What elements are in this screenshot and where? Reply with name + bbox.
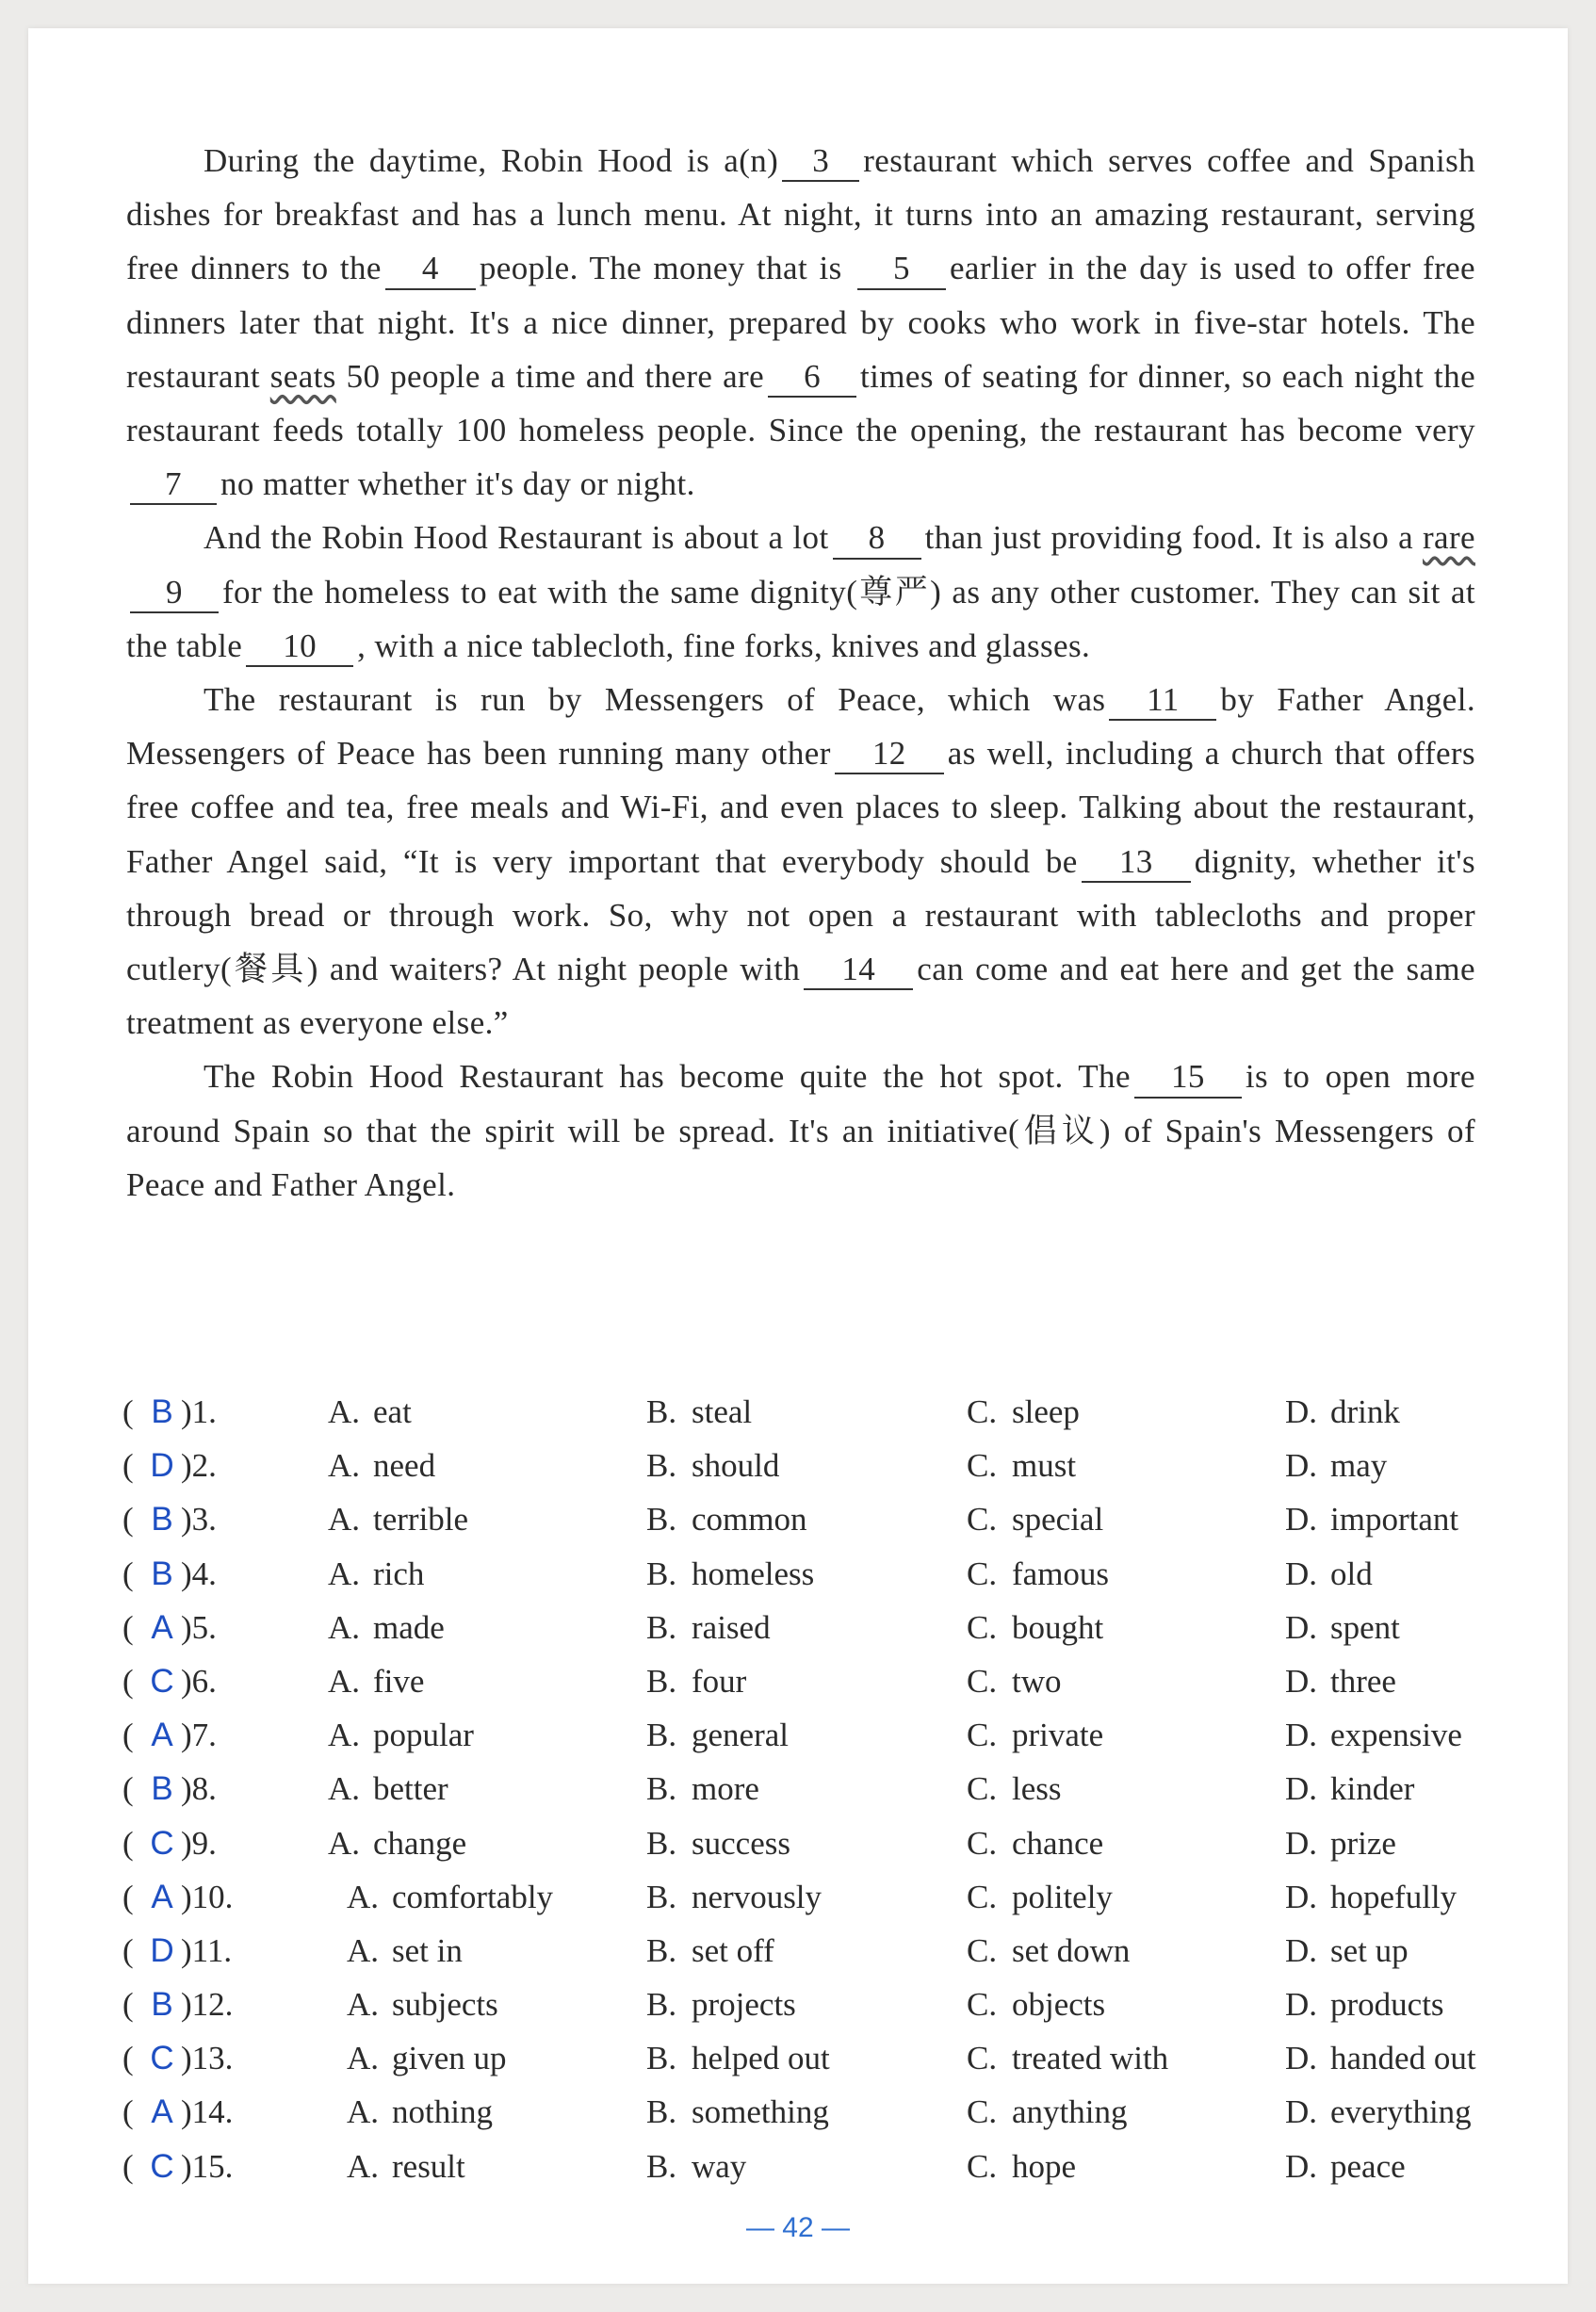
- option-letter: B.: [646, 1393, 677, 1430]
- option-letter: A.: [347, 2040, 380, 2077]
- option-a: [328, 1492, 468, 1546]
- blank-15: 15: [1134, 1058, 1242, 1098]
- option-d: [1285, 1978, 1444, 2031]
- option-letter: C.: [967, 1608, 998, 1646]
- option-text: way: [692, 2147, 747, 2185]
- option-text: hope: [1012, 2147, 1077, 2185]
- option-d: [1285, 1439, 1387, 1492]
- option-text: products: [1330, 1986, 1444, 2024]
- option-text: raised: [692, 1608, 771, 1646]
- option-b: [646, 1816, 790, 1870]
- option-text: famous: [1012, 1555, 1110, 1592]
- option-text: handed out: [1330, 2040, 1476, 2077]
- question-number: )2.: [181, 1447, 217, 1485]
- option-letter: B.: [646, 1824, 677, 1862]
- option-d: [1285, 1924, 1409, 1978]
- emphasized-word-rare: rare: [1423, 519, 1475, 557]
- option-text: old: [1330, 1555, 1373, 1592]
- option-b: [646, 2085, 829, 2139]
- option-text: change: [373, 1824, 467, 1862]
- blank-6: 6: [768, 358, 856, 398]
- option-text: terrible: [373, 1501, 469, 1539]
- option-c: [967, 1439, 1076, 1492]
- question-row: [122, 1385, 1536, 1439]
- option-letter: B.: [646, 2147, 677, 2185]
- option-text: everything: [1330, 2093, 1472, 2131]
- blank-14: 14: [804, 951, 913, 990]
- option-d: [1285, 1816, 1396, 1870]
- option-text: set off: [692, 1931, 774, 1969]
- option-text: set in: [392, 1931, 463, 1969]
- blank-3: 3: [782, 142, 859, 182]
- option-letter: D.: [1285, 2093, 1318, 2131]
- text: for the homeless to eat with the same dignity(尊严) as any other customer. They can sit at the table: [126, 573, 1475, 664]
- option-a: [328, 1654, 424, 1708]
- option-letter: D.: [1285, 1393, 1318, 1430]
- option-letter: A.: [328, 1447, 361, 1485]
- question-row: [122, 1654, 1536, 1708]
- option-a: [347, 2140, 465, 2193]
- open-paren: (: [122, 1931, 134, 1969]
- option-b: [646, 1924, 774, 1978]
- option-text: may: [1330, 1447, 1388, 1485]
- question-number: )11.: [181, 1931, 233, 1969]
- question-row: [122, 1547, 1536, 1601]
- option-a: [347, 2085, 493, 2139]
- option-text: must: [1012, 1447, 1077, 1485]
- blank-13: 13: [1082, 843, 1191, 883]
- option-d: [1285, 1547, 1373, 1601]
- option-a: [328, 1708, 474, 1762]
- option-letter: B.: [646, 2040, 677, 2077]
- option-text: kinder: [1330, 1770, 1415, 1808]
- question-row: [122, 2031, 1536, 2085]
- option-c: [967, 1385, 1080, 1439]
- question-row: [122, 1870, 1536, 1924]
- option-letter: D.: [1285, 1824, 1318, 1862]
- question-row: [122, 1601, 1536, 1654]
- option-letter: D.: [1285, 1717, 1318, 1754]
- question-number: )7.: [181, 1717, 217, 1754]
- option-text: general: [692, 1717, 789, 1754]
- option-text: treated with: [1012, 2040, 1169, 2077]
- blank-10: 10: [246, 627, 353, 667]
- option-a: [347, 1924, 463, 1978]
- blank-7: 7: [130, 465, 217, 505]
- option-letter: C.: [967, 2093, 998, 2131]
- option-letter: A.: [347, 2093, 380, 2131]
- option-c: [967, 1547, 1109, 1601]
- question-row: [122, 1492, 1536, 1546]
- open-paren: (: [122, 1662, 134, 1700]
- option-text: drink: [1330, 1393, 1400, 1430]
- blank-9: 9: [130, 574, 219, 613]
- option-text: comfortably: [392, 1878, 554, 1915]
- option-a: [328, 1762, 448, 1815]
- option-text: five: [373, 1662, 425, 1700]
- option-text: steal: [692, 1393, 753, 1430]
- text: by Father Angel. Messengers of Peace has been running many other: [126, 681, 1475, 773]
- question-row: [122, 2140, 1536, 2193]
- question-row: [122, 2085, 1536, 2139]
- option-letter: B.: [646, 1717, 677, 1754]
- option-letter: B.: [646, 1447, 677, 1485]
- answer-letter: B: [151, 1555, 173, 1592]
- open-paren: (: [122, 2040, 134, 2077]
- option-b: [646, 1870, 822, 1924]
- option-c: [967, 1708, 1103, 1762]
- answer-letter: B: [151, 1501, 173, 1539]
- text: The restaurant is run by Messengers of Peace, which was: [204, 681, 1106, 719]
- text: people. The money that is: [479, 250, 842, 287]
- option-c: [967, 1492, 1103, 1546]
- option-letter: B.: [646, 1501, 677, 1539]
- option-letter: B.: [646, 1931, 677, 1969]
- option-text: nothing: [392, 2093, 493, 2131]
- blank-5: 5: [857, 250, 946, 289]
- option-b: [646, 1654, 746, 1708]
- option-letter: A.: [328, 1608, 361, 1646]
- answer-letter: B: [151, 1770, 173, 1808]
- question-number: )1.: [181, 1393, 217, 1430]
- option-letter: C.: [967, 1770, 998, 1808]
- option-d: [1285, 1601, 1400, 1654]
- option-text: given up: [392, 2040, 507, 2077]
- option-letter: C.: [967, 1878, 998, 1915]
- option-text: private: [1012, 1717, 1104, 1754]
- option-c: [967, 1654, 1062, 1708]
- worksheet-page: [28, 28, 1568, 2284]
- option-letter: A.: [347, 2147, 380, 2185]
- option-letter: D.: [1285, 2147, 1318, 2185]
- question-row: [122, 1439, 1536, 1492]
- option-text: better: [373, 1770, 448, 1808]
- option-text: chance: [1012, 1824, 1104, 1862]
- option-d: [1285, 2085, 1472, 2139]
- option-letter: C.: [967, 2147, 998, 2185]
- question-row: [122, 1978, 1536, 2031]
- option-text: rich: [373, 1555, 425, 1592]
- option-letter: D.: [1285, 1608, 1318, 1646]
- option-letter: A.: [347, 1986, 380, 2024]
- option-text: hopefully: [1330, 1878, 1458, 1915]
- open-paren: (: [122, 1447, 134, 1485]
- open-paren: (: [122, 1608, 134, 1646]
- answer-letter: C: [150, 1662, 174, 1700]
- option-d: [1285, 1708, 1462, 1762]
- option-d: [1285, 2031, 1476, 2085]
- text: can come and eat here and get the same treatment as everyone else.”: [126, 951, 1475, 1042]
- option-c: [967, 2031, 1168, 2085]
- option-c: [967, 1924, 1130, 1978]
- blank-11: 11: [1109, 681, 1216, 721]
- option-b: [646, 1492, 806, 1546]
- option-letter: D.: [1285, 1662, 1318, 1700]
- option-text: need: [373, 1447, 436, 1485]
- option-letter: D.: [1285, 1501, 1318, 1539]
- option-letter: A.: [347, 1878, 380, 1915]
- option-text: objects: [1012, 1986, 1106, 2024]
- option-c: [967, 1816, 1103, 1870]
- option-text: homeless: [692, 1555, 815, 1592]
- question-row: [122, 1762, 1536, 1815]
- text: 50 people a time and there are: [346, 357, 765, 395]
- open-paren: (: [122, 2093, 134, 2131]
- option-c: [967, 1870, 1113, 1924]
- question-number: )3.: [181, 1501, 217, 1539]
- option-d: [1285, 1762, 1414, 1815]
- option-letter: B.: [646, 1608, 677, 1646]
- option-text: spent: [1330, 1608, 1400, 1646]
- text: During the daytime, Robin Hood is a(n): [204, 142, 779, 179]
- page-number: — 42 —: [745, 2212, 851, 2243]
- question-number: )9.: [181, 1824, 217, 1862]
- option-text: prize: [1330, 1824, 1396, 1862]
- option-letter: A.: [328, 1662, 361, 1700]
- option-text: eat: [373, 1393, 412, 1430]
- option-b: [646, 1978, 796, 2031]
- option-letter: C.: [967, 2040, 998, 2077]
- open-paren: (: [122, 1878, 134, 1915]
- option-a: [328, 1601, 445, 1654]
- open-paren: (: [122, 1986, 134, 2024]
- option-text: made: [373, 1608, 445, 1646]
- option-d: [1285, 2140, 1406, 2193]
- option-c: [967, 2085, 1127, 2139]
- question-row: [122, 1816, 1536, 1870]
- option-text: nervously: [692, 1878, 822, 1915]
- text: , with a nice tablecloth, fine forks, knives and glasses.: [357, 627, 1091, 664]
- option-a: [328, 1385, 412, 1439]
- blank-8: 8: [833, 519, 921, 559]
- option-letter: B.: [646, 1662, 677, 1700]
- option-letter: D.: [1285, 2040, 1318, 2077]
- option-text: less: [1012, 1770, 1062, 1808]
- option-text: politely: [1012, 1878, 1113, 1915]
- option-letter: B.: [646, 1555, 677, 1592]
- option-a: [347, 1870, 553, 1924]
- text: times of seating for dinner, so each night the restaurant feeds totally 100 homeless people. Since the opening, the restaurant has become very: [126, 357, 1476, 449]
- paragraph-2: [126, 511, 1475, 673]
- option-text: should: [692, 1447, 780, 1485]
- option-d: [1285, 1492, 1458, 1546]
- blank-4: 4: [385, 250, 476, 289]
- question-number: )5.: [181, 1608, 217, 1646]
- paragraph-1: [126, 134, 1475, 511]
- text: dignity, whether it's through bread or through work. So, why not open a restaurant with tablecloths and proper cutlery(餐具) and waiters? At night people with: [126, 842, 1475, 988]
- answer-letter: D: [150, 1931, 174, 1969]
- answer-letter: A: [151, 1717, 173, 1754]
- answer-letter: A: [151, 1878, 173, 1915]
- option-text: more: [692, 1770, 759, 1808]
- option-text: set up: [1330, 1931, 1409, 1969]
- option-text: subjects: [392, 1986, 498, 2024]
- option-letter: C.: [967, 1393, 998, 1430]
- option-letter: B.: [646, 1986, 677, 2024]
- answer-letter: C: [150, 1824, 174, 1862]
- option-text: important: [1330, 1501, 1459, 1539]
- option-letter: D.: [1285, 1931, 1318, 1969]
- option-a: [328, 1547, 424, 1601]
- option-text: two: [1012, 1662, 1062, 1700]
- option-text: bought: [1012, 1608, 1104, 1646]
- paragraph-4: [126, 1050, 1475, 1212]
- option-b: [646, 1762, 759, 1815]
- open-paren: (: [122, 1824, 134, 1862]
- option-d: [1285, 1654, 1396, 1708]
- option-b: [646, 2031, 830, 2085]
- question-number: )6.: [181, 1662, 217, 1700]
- option-letter: C.: [967, 1717, 998, 1754]
- option-b: [646, 1547, 814, 1601]
- option-a: [347, 1978, 498, 2031]
- text: And the Robin Hood Restaurant is about a lot: [204, 519, 829, 557]
- text: no matter whether it's day or night.: [220, 465, 695, 503]
- option-letter: B.: [646, 1878, 677, 1915]
- option-letter: A.: [328, 1555, 361, 1592]
- answer-letter: A: [151, 1608, 173, 1646]
- option-letter: A.: [328, 1717, 361, 1754]
- option-letter: A.: [328, 1393, 361, 1430]
- question-number: )4.: [181, 1555, 217, 1592]
- option-letter: C.: [967, 1824, 998, 1862]
- option-text: something: [692, 2093, 829, 2131]
- option-d: [1285, 1385, 1400, 1439]
- cloze-passage: [126, 134, 1475, 1212]
- question-number: )13.: [181, 2040, 234, 2077]
- option-letter: C.: [967, 1986, 998, 2024]
- option-text: common: [692, 1501, 807, 1539]
- option-letter: B.: [646, 1770, 677, 1808]
- question-row: [122, 1708, 1536, 1762]
- option-letter: A.: [328, 1501, 361, 1539]
- multiple-choice-list: [122, 1385, 1536, 2193]
- option-letter: C.: [967, 1501, 998, 1539]
- option-letter: D.: [1285, 1770, 1318, 1808]
- open-paren: (: [122, 1393, 134, 1430]
- question-number: )10.: [181, 1878, 234, 1915]
- option-letter: C.: [967, 1555, 998, 1592]
- open-paren: (: [122, 1717, 134, 1754]
- option-letter: C.: [967, 1662, 998, 1700]
- text: than just providing food. It is also a: [924, 519, 1414, 557]
- text: is to open more around Spain so that the spirit will be spread. It's an initiative(倡议) of Spain's Messengers of Peace and Father Angel.: [126, 1058, 1475, 1203]
- option-text: expensive: [1330, 1717, 1462, 1754]
- answer-letter: D: [150, 1447, 174, 1485]
- question-number: )14.: [181, 2093, 234, 2131]
- option-text: success: [692, 1824, 790, 1862]
- option-c: [967, 1601, 1103, 1654]
- option-d: [1285, 1870, 1457, 1924]
- option-letter: D.: [1285, 1878, 1318, 1915]
- question-number: )15.: [181, 2147, 234, 2185]
- option-text: result: [392, 2147, 465, 2185]
- option-letter: D.: [1285, 1555, 1318, 1592]
- option-text: sleep: [1012, 1393, 1080, 1430]
- option-letter: C.: [967, 1931, 998, 1969]
- option-letter: A.: [328, 1770, 361, 1808]
- option-text: projects: [692, 1986, 796, 2024]
- option-letter: C.: [967, 1447, 998, 1485]
- answer-letter: C: [150, 2147, 174, 2185]
- option-text: three: [1330, 1662, 1396, 1700]
- option-text: anything: [1012, 2093, 1128, 2131]
- open-paren: (: [122, 1501, 134, 1539]
- option-letter: A.: [328, 1824, 361, 1862]
- answer-letter: C: [150, 2040, 174, 2077]
- text: as well, including a church that offers free coffee and tea, free meals and Wi-Fi, and even places to sleep. Talking about the restaurant, Father Angel said, “It is very important that everybody should be: [126, 735, 1476, 880]
- option-a: [347, 2031, 507, 2085]
- answer-letter: B: [151, 1393, 173, 1430]
- option-text: helped out: [692, 2040, 830, 2077]
- answer-letter: B: [151, 1986, 173, 2024]
- option-b: [646, 1439, 779, 1492]
- text: earlier in the day is used to offer free dinners later that night. It's a nice dinner, prepared by cooks who work in five-star hotels. The restaurant: [126, 250, 1475, 395]
- option-text: peace: [1330, 2147, 1406, 2185]
- option-letter: D.: [1285, 1447, 1318, 1485]
- option-b: [646, 2140, 746, 2193]
- text: The Robin Hood Restaurant has become quite the hot spot. The: [204, 1058, 1131, 1096]
- option-b: [646, 1601, 771, 1654]
- option-text: popular: [373, 1717, 474, 1754]
- option-a: [328, 1439, 435, 1492]
- option-letter: B.: [646, 2093, 677, 2131]
- blank-12: 12: [835, 735, 944, 774]
- open-paren: (: [122, 1555, 134, 1592]
- open-paren: (: [122, 2147, 134, 2185]
- option-b: [646, 1708, 789, 1762]
- option-c: [967, 2140, 1076, 2193]
- question-number: )8.: [181, 1770, 217, 1808]
- option-text: four: [692, 1662, 747, 1700]
- option-c: [967, 1762, 1062, 1815]
- open-paren: (: [122, 1770, 134, 1808]
- emphasized-word-seats: seats: [269, 357, 336, 395]
- option-letter: D.: [1285, 1986, 1318, 2024]
- answer-letter: A: [151, 2093, 173, 2131]
- paragraph-3: [126, 673, 1475, 1050]
- question-number: )12.: [181, 1986, 234, 2024]
- question-row: [122, 1924, 1536, 1978]
- option-text: set down: [1012, 1931, 1131, 1969]
- option-a: [328, 1816, 466, 1870]
- option-b: [646, 1385, 752, 1439]
- option-text: special: [1012, 1501, 1104, 1539]
- option-letter: A.: [347, 1931, 380, 1969]
- option-c: [967, 1978, 1105, 2031]
- text: restaurant which serves coffee and Spanish dishes for breakfast and has a lunch menu. At night, it turns into an amazing restaurant, serving free dinners to the: [126, 142, 1476, 287]
